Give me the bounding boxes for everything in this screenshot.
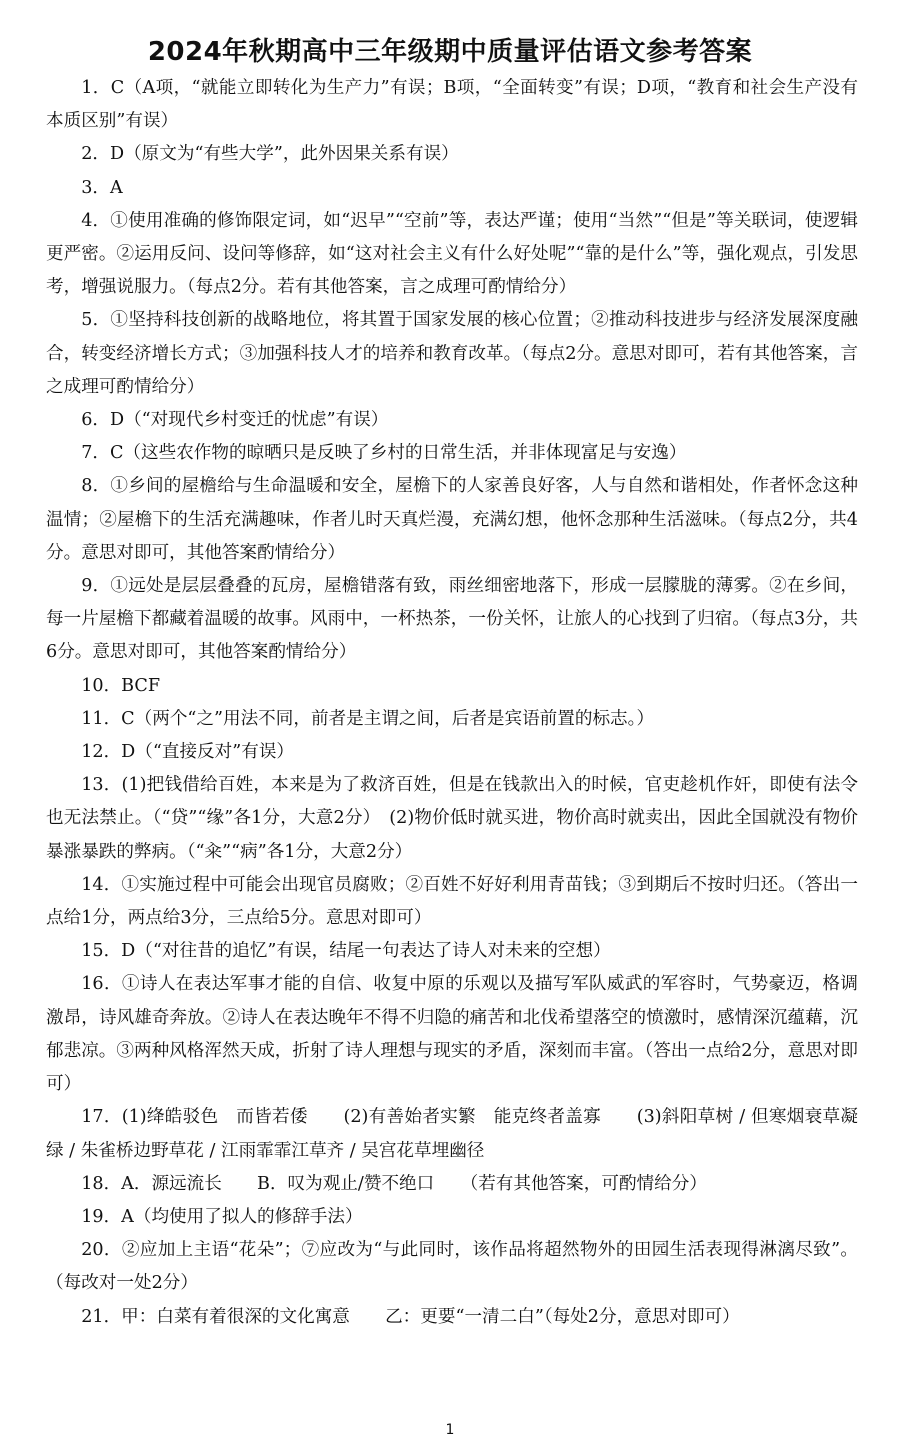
answer-item-16: 16．①诗人在表达军事才能的自信、收复中原的乐观以及描写军队威武的军容时，气势豪迈，格调激昂，诗风雄奇奔放。②诗人在表达晚年不得不归隐的痛苦和北伐希望落空的愤激时，感情深沉蕴藉，沉郁悲凉。③两种风格浑然天成，折射了诗人理想与现实的矛盾，深刻而丰富。（答出一点给2分，意思对即可） (46, 974, 858, 1095)
document-title: 2024年秋期高中三年级期中质量评估语文参考答案 (147, 37, 753, 67)
answer-item-14: 14．①实施过程中可能会出现官员腐败；②百姓不好好利用青苗钱；③到期后不按时归还。（答出一点给1分，两点给3分，三点给5分。意思对即可） (46, 874, 858, 929)
answer-item-19: 19．A（均使用了拟人的修辞手法） (81, 1206, 363, 1227)
page-number: 1 (445, 1422, 455, 1438)
answer-item-5: 5．①坚持科技创新的战略地位，将其置于国家发展的核心位置；②推动科技进步与经济发展深度融合，转变经济增长方式；③加强科技人才的培养和教育改革。（每点2分。意思对即可，若有其他答案，言之成理可酌情给分） (46, 310, 858, 397)
answer-item-10: 10．BCF (81, 675, 161, 696)
answer-item-20: 20．②应加上主语“花朵”；⑦应改为“与此同时，该作品将超然物外的田园生活表现得淋漓尽致”。（每改对一处2分） (46, 1240, 858, 1294)
answer-item-15: 15．D（“对往昔的追忆”有误，结尾一句表达了诗人对未来的空想） (81, 941, 611, 962)
answer-item-11: 11．C（两个“之”用法不同，前者是主谓之间，后者是宾语前置的标志。） (81, 708, 655, 729)
answer-item-12: 12．D（“直接反对”有误） (81, 742, 295, 763)
answer-item-17: 17．(1)绛皓驳色 而皆若倭 (2)有善始者实繁 能克终者盖寡 (3)斜阳草树 / 但寒烟衰草凝绿 / 朱雀桥边野草花 / 江雨霏霏江草齐 / 吴宫花草埋幽径 (46, 1107, 858, 1161)
answer-item-2: 2．D（原文为“有些大学”，此外因果关系有误） (81, 144, 459, 165)
answer-item-6: 6．D（“对现代乡村变迁的忧虑”有误） (81, 410, 389, 431)
answer-item-9: 9．①远处是层层叠叠的瓦房，屋檐错落有致，雨丝细密地落下，形成一层朦胧的薄雾。②在乡间，每一片屋檐下都藏着温暖的故事。风雨中，一杯热茶，一份关怀，让旅人的心找到了归宿。（每点3分，共6分。意思对即可，其他答案酌情给分） (46, 576, 858, 663)
answer-item-4: 4．①使用准确的修饰限定词，如“迟早”“空前”等，表达严谨；使用“当然”“但是”等关联词，使逻辑更严密。②运用反问、设问等修辞，如“这对社会主义有什么好处呢”“靠的是什么”等，强化观点，引发思考，增强说服力。（每点2分。若有其他答案，言之成理可酌情给分） (46, 210, 858, 298)
answer-item-8: 8．①乡间的屋檐给与生命温暖和安全，屋檐下的人家善良好客，人与自然和谐相处，作者怀念这种温情；②屋檐下的生活充满趣味，作者儿时天真烂漫，充满幻想，他怀念那种生活滋味。（每点2分，共4分。意思对即可，其他答案酌情给分） (46, 476, 858, 563)
answer-list (46, 72, 858, 1334)
answer-item-13: 13．(1)把钱借给百姓，本来是为了救济百姓，但是在钱款出入的时候，官吏趁机作奸，即使有法令也无法禁止。（“贷”“缘”各1分，大意2分） (2)物价低时就买进，物价高时就卖出，因此全国就没有物价暴涨暴跌的弊病。（“籴”“病”各1分，大意2分） (46, 775, 858, 862)
answer-item-7: 7．C（这些农作物的晾晒只是反映了乡村的日常生活，并非体现富足与安逸） (81, 443, 687, 464)
answer-item-18: 18．A．源远流长 B．叹为观止/赞不绝口 （若有其他答案，可酌情给分） (81, 1173, 707, 1194)
answer-item-1: 1．C（A项，“就能立即转化为生产力”有误；B项，“全面转变”有误；D项，“教育和社会生产没有本质区别”有误） (46, 78, 858, 132)
answer-item-21: 21．甲：白菜有着很深的文化寓意 乙：更要“一清二白”（每处2分，意思对即可） (81, 1306, 740, 1327)
answer-item-3: 3．A (81, 177, 123, 198)
